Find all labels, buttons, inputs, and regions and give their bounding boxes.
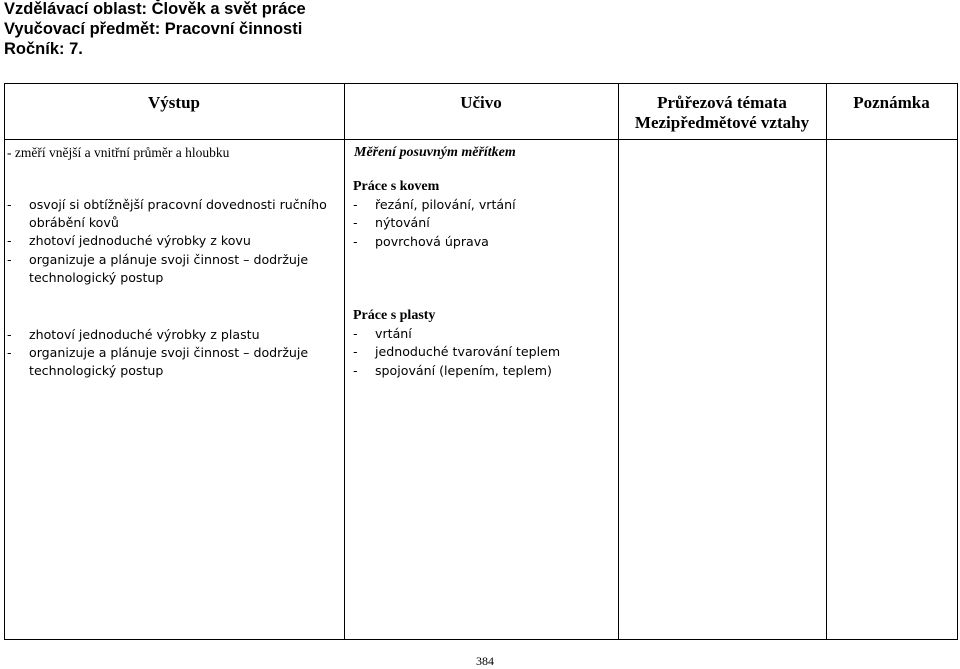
subject-heading: Vyučovací předmět: Pracovní činnosti: [4, 20, 303, 38]
row2-vystup: [7, 196, 339, 287]
column-header-ucivo: Učivo: [460, 93, 502, 112]
list-item: - organizuje a plánuje svoji činnost – dodržuje technologický postup: [7, 345, 309, 379]
row3-ucivo: [353, 307, 615, 380]
row3-ucivo-title: Práce s plasty: [353, 308, 436, 323]
list-item: - zhotoví jednoduché výrobky z kovu: [7, 233, 251, 249]
row3-vystup: [7, 326, 339, 381]
row1-vystup: - změří vnější a vnitřní průměr a hloubku: [7, 145, 230, 160]
page-number: 384: [476, 654, 494, 668]
column-divider-1: [344, 83, 345, 640]
row2-ucivo-title: Práce s kovem: [353, 179, 440, 194]
list-item: - vrtání: [353, 326, 412, 342]
column-header-poznamka: Poznámka: [853, 93, 930, 112]
row2-ucivo: [353, 178, 615, 251]
list-item: - povrchová úprava: [353, 233, 489, 249]
table-bottom-border: [4, 639, 958, 640]
table-top-border: [4, 83, 958, 84]
row1-ucivo: Měření posuvným měřítkem: [354, 145, 516, 160]
list-item: - spojování (lepením, teplem): [353, 362, 552, 378]
column-header-prurezova: [618, 93, 826, 133]
column-header-prurezova-temata: Průřezová témata: [657, 93, 787, 112]
list-item: - jednoduché tvarování teplem: [353, 344, 561, 360]
list-item: - nýtování: [353, 215, 430, 231]
table-header-border: [4, 139, 958, 140]
list-item: - osvojí si obtížnější pracovní dovednosti ručního obrábění kovů: [7, 197, 327, 231]
column-header-vystup: Výstup: [148, 93, 200, 112]
subject-area-heading: Vzdělávací oblast: Člověk a svět práce: [4, 0, 306, 18]
table-right-border: [957, 83, 958, 640]
list-item: - organizuje a plánuje svoji činnost – dodržuje technologický postup: [7, 251, 309, 285]
grade-heading: Ročník: 7.: [4, 40, 83, 58]
column-divider-3: [826, 83, 827, 640]
list-item: - řezání, pilování, vrtání: [353, 197, 516, 213]
table-left-border: [4, 83, 5, 640]
column-divider-2: [618, 83, 619, 640]
list-item: - zhotoví jednoduché výrobky z plastu: [7, 327, 260, 342]
column-header-mezipredmetove: Mezipředmětové vztahy: [634, 113, 810, 132]
